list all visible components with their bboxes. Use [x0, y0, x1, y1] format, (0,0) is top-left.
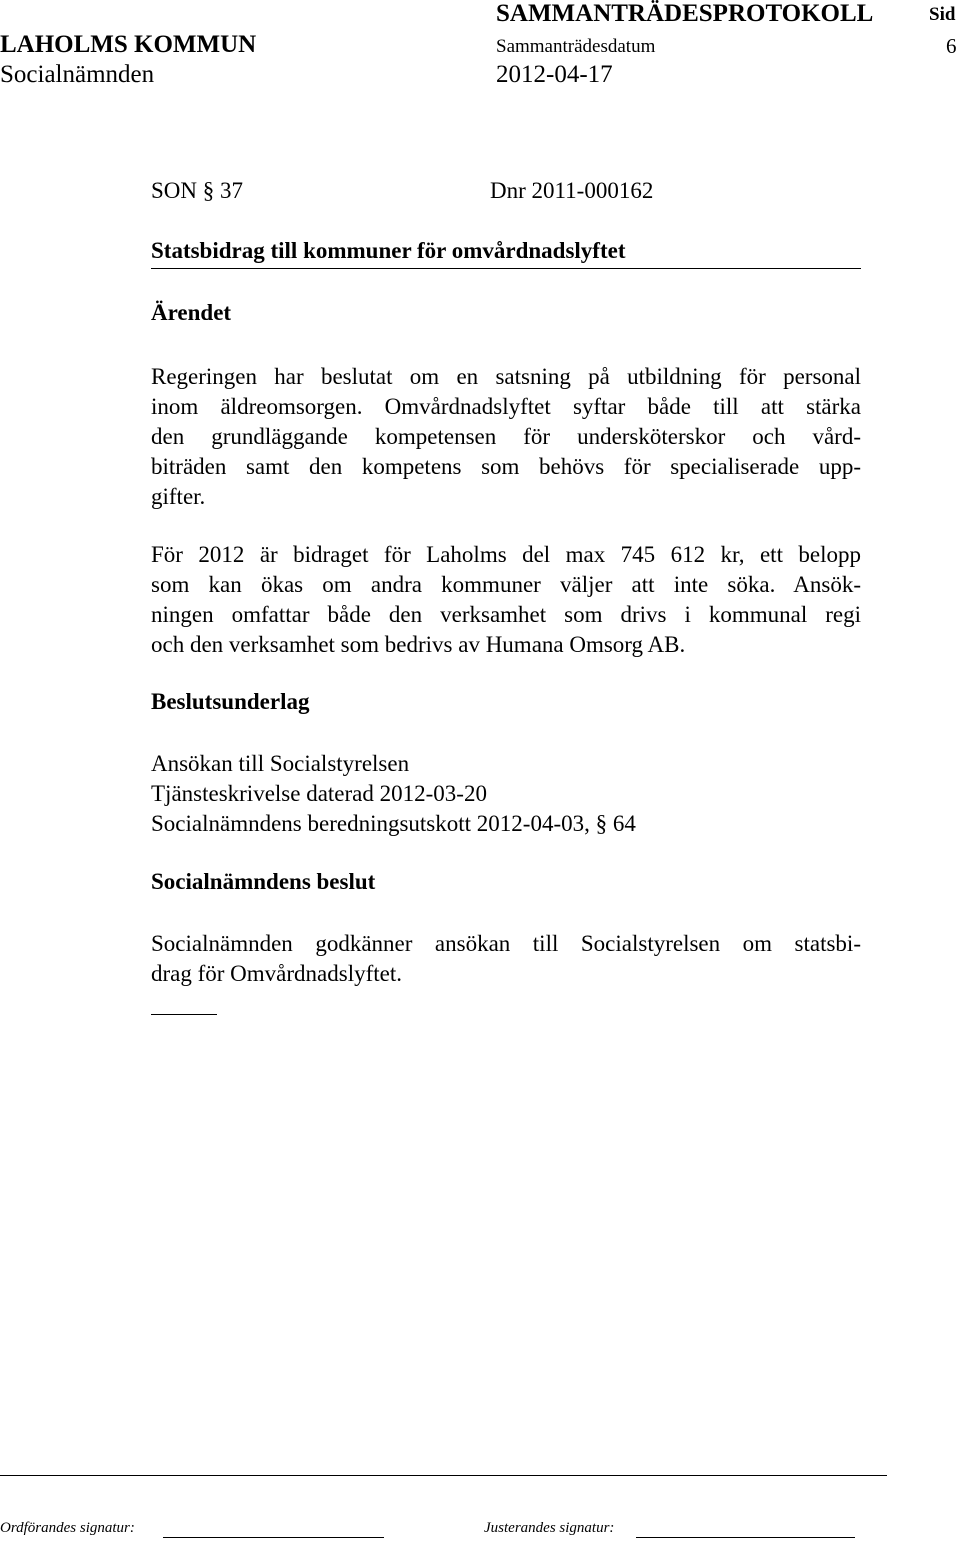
meeting-date: 2012-04-17 — [496, 61, 613, 88]
text-line: ningen omfattar både den verksamhet som drivs i kommunal regi — [151, 602, 861, 627]
municipality-name: LAHOLMS KOMMUN — [0, 31, 257, 58]
decision-basis-list — [151, 749, 636, 839]
item-title: Statsbidrag till kommuner för omvårdnadslyftet — [151, 238, 626, 263]
text-line: biträden samt den kompetens som behövs för specialiserade upp- — [151, 454, 861, 479]
end-of-section-rule — [151, 1014, 217, 1015]
page-label: Sid — [929, 4, 956, 25]
case-number: Dnr 2011-000162 — [490, 178, 654, 203]
heading-beslut: Socialnämndens beslut — [151, 869, 376, 894]
decision-paragraph — [151, 929, 861, 989]
text-line: som kan ökas om andra kommuner väljer att inte söka. Ansök- — [151, 572, 861, 597]
footer-divider — [0, 1475, 887, 1476]
arendet-paragraph-2 — [151, 540, 861, 660]
text-line: Socialnämnden godkänner ansökan till Socialstyrelsen om statsbi- — [151, 931, 861, 956]
adjuster-signature-line — [636, 1537, 855, 1538]
arendet-paragraph-1 — [151, 362, 861, 512]
adjuster-signature-label: Justerandes signatur: — [484, 1520, 615, 1536]
chair-signature-line — [163, 1537, 384, 1538]
section-number: SON § 37 — [151, 178, 244, 203]
list-item: Ansökan till Socialstyrelsen — [151, 751, 410, 776]
heading-beslutsunderlag: Beslutsunderlag — [151, 689, 310, 714]
list-item: Tjänsteskrivelse daterad 2012-03-20 — [151, 781, 487, 806]
chair-signature-label: Ordförandes signatur: — [0, 1520, 135, 1536]
text-line: För 2012 är bidraget för Laholms del max 745 612 kr, ett belopp — [151, 542, 861, 567]
meeting-date-label: Sammanträdesdatum — [496, 36, 656, 57]
text-line: gifter. — [151, 484, 206, 509]
text-line: inom äldreomsorgen. Omvårdnadslyftet syftar både till att stärka — [151, 394, 861, 419]
board-name: Socialnämnden — [0, 61, 155, 88]
protocol-title: SAMMANTRÄDESPROTOKOLL — [496, 0, 874, 27]
text-line: Regeringen har beslutat om en satsning på utbildning för personal — [151, 364, 861, 389]
text-line: den grundläggande kompetensen för undersköterskor och vård- — [151, 424, 861, 449]
heading-arendet: Ärendet — [151, 300, 232, 325]
text-line: drag för Omvårdnadslyftet. — [151, 961, 403, 986]
page-number: 6 — [946, 34, 957, 58]
list-item: Socialnämndens beredningsutskott 2012-04-03, § 64 — [151, 811, 636, 836]
text-line: och den verksamhet som bedrivs av Humana Omsorg AB. — [151, 632, 686, 657]
title-underline — [151, 268, 861, 269]
